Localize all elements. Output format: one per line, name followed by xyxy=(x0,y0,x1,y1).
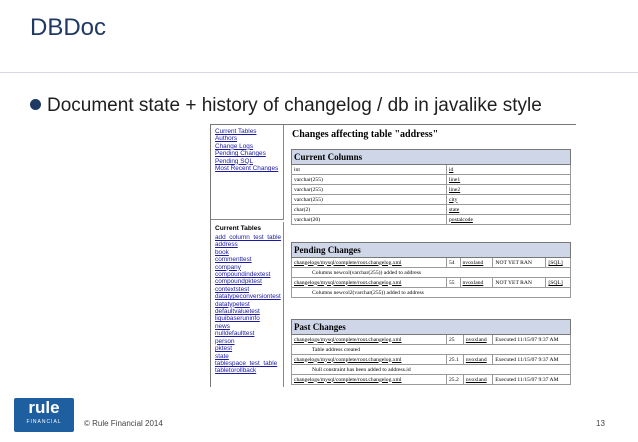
logo-sub: FINANCIAL xyxy=(26,419,62,425)
nav-table-link[interactable]: pktest xyxy=(215,345,233,353)
nav-table-link[interactable]: tabletorollback xyxy=(215,367,257,375)
slide-title: DBDoc xyxy=(30,14,107,41)
changelog-file-link[interactable]: changelogs/mysql/complete/root.changelog.xml xyxy=(292,335,447,345)
nav-tables-frame xyxy=(211,222,284,387)
bullet-item xyxy=(30,95,542,117)
nav-table-link[interactable]: compoundpktest xyxy=(215,278,262,286)
change-id: 55 xyxy=(447,278,461,288)
nav-top-frame xyxy=(211,125,284,220)
change-status: NOT YET RAN xyxy=(493,258,546,268)
column-name-link[interactable]: postalcode xyxy=(447,215,571,225)
change-description: Table address created xyxy=(292,345,571,355)
nav-table-link[interactable]: compoundindextest xyxy=(215,271,271,279)
nav-link-pending-sql[interactable]: Pending SQL xyxy=(215,157,254,165)
footer-copyright: © Rule Financial 2014 xyxy=(84,419,163,428)
title-divider xyxy=(0,72,638,73)
table-row xyxy=(292,185,571,195)
table-row xyxy=(292,375,571,385)
change-description: Columns newcol(varchar(255)) added to address xyxy=(292,268,571,278)
nav-link-authors[interactable]: Authors xyxy=(215,135,238,143)
change-id: 54 xyxy=(447,258,461,268)
nav-table-link[interactable]: add_column_test_table xyxy=(215,234,282,241)
nav-table-link[interactable]: state xyxy=(215,352,229,360)
past-changes-title: Past Changes xyxy=(292,320,571,335)
nav-tables-heading: Current Tables xyxy=(215,225,262,232)
column-type: varchar(255) xyxy=(292,175,447,185)
change-status: Executed 11/15/07 9:37 AM xyxy=(493,375,571,385)
change-status: Executed 11/15/07 9:37 AM xyxy=(493,335,571,345)
column-type: char(2) xyxy=(292,205,447,215)
current-columns-table xyxy=(291,149,571,225)
column-name-link[interactable]: state xyxy=(447,205,571,215)
nav-link-change-logs[interactable]: Change Logs xyxy=(215,142,254,150)
pending-changes-table xyxy=(291,242,571,298)
table-row xyxy=(292,345,571,355)
nav-table-link[interactable]: defaultvaluetest xyxy=(215,308,260,316)
dbdoc-screenshot xyxy=(210,124,576,387)
page-number: 13 xyxy=(596,419,605,428)
rule-financial-logo xyxy=(14,398,74,432)
table-row xyxy=(292,215,571,225)
column-name-link[interactable]: id xyxy=(447,165,571,175)
table-row xyxy=(292,205,571,215)
logo-word: rule xyxy=(28,398,60,417)
change-id: 25.1 xyxy=(447,355,464,365)
nav-link-current-tables[interactable]: Current Tables xyxy=(215,128,257,135)
change-id: 25.2 xyxy=(447,375,464,385)
table-row xyxy=(292,335,571,345)
table-row xyxy=(292,268,571,278)
changelog-file-link[interactable]: changelogs/mysql/complete/root.changelog.xml xyxy=(292,278,447,288)
nav-table-link[interactable]: liquibaseruninfo xyxy=(215,315,260,323)
changelog-file-link[interactable]: changelogs/mysql/complete/root.changelog.xml xyxy=(292,375,447,385)
table-row xyxy=(292,365,571,375)
bullet-dot-icon xyxy=(30,99,41,110)
column-type: int xyxy=(292,165,447,175)
change-status: NOT YET RAN xyxy=(493,278,546,288)
nav-table-link[interactable]: person xyxy=(215,337,235,345)
column-type: varchar(255) xyxy=(292,185,447,195)
nav-table-link[interactable]: news xyxy=(215,322,230,330)
column-type: varchar(255) xyxy=(292,195,447,205)
nav-table-link[interactable]: address xyxy=(215,241,238,249)
changelog-file-link[interactable]: changelogs/mysql/complete/root.changelog.xml xyxy=(292,258,447,268)
nav-link-pending-changes[interactable]: Pending Changes xyxy=(215,150,266,158)
current-columns-title: Current Columns xyxy=(292,150,571,165)
change-description: Null constraint has been added to address.id xyxy=(292,365,571,375)
nav-table-link[interactable]: company xyxy=(215,263,241,271)
table-row xyxy=(292,258,571,268)
sql-link[interactable]: [SQL] xyxy=(546,258,571,268)
author-link[interactable]: nvoxland xyxy=(460,258,493,268)
table-row xyxy=(292,288,571,298)
nav-table-link[interactable]: nulldefaulttest xyxy=(215,330,255,338)
column-type: varchar(20) xyxy=(292,215,447,225)
column-name-link[interactable]: line1 xyxy=(447,175,571,185)
bullet-text: Document state + history of changelog / db in javalike style xyxy=(47,95,542,116)
table-row xyxy=(292,278,571,288)
author-link[interactable]: nvoxland xyxy=(463,355,492,365)
pending-changes-title: Pending Changes xyxy=(292,243,571,258)
nav-table-link[interactable]: book xyxy=(215,248,229,256)
table-row xyxy=(292,175,571,185)
column-name-link[interactable]: city xyxy=(447,195,571,205)
author-link[interactable]: nvoxland xyxy=(463,335,492,345)
change-id: 25 xyxy=(447,335,464,345)
table-row xyxy=(292,195,571,205)
doc-main-frame xyxy=(289,125,576,387)
nav-table-link[interactable]: datatypeconversiontest xyxy=(215,293,281,301)
sql-link[interactable]: [SQL] xyxy=(546,278,571,288)
nav-table-link[interactable]: datatypetest xyxy=(215,300,250,308)
table-row xyxy=(292,355,571,365)
nav-table-link[interactable]: tablespace_test_table xyxy=(215,359,278,367)
nav-table-link[interactable]: commenttest xyxy=(215,256,252,264)
author-link[interactable]: nvoxland xyxy=(460,278,493,288)
changelog-file-link[interactable]: changelogs/mysql/complete/root.changelog.xml xyxy=(292,355,447,365)
author-link[interactable]: nvoxland xyxy=(463,375,492,385)
column-name-link[interactable]: line2 xyxy=(447,185,571,195)
doc-heading: Changes affecting table "address" xyxy=(292,129,439,140)
past-changes-table xyxy=(291,319,571,385)
table-row xyxy=(292,165,571,175)
nav-table-link[interactable]: contextstest xyxy=(215,285,250,293)
nav-link-most-recent-changes[interactable]: Most Recent Changes xyxy=(215,165,279,173)
change-status: Executed 11/15/07 9:37 AM xyxy=(493,355,571,365)
change-description: Columns newcol2(varchar(255)) added to address xyxy=(292,288,571,298)
